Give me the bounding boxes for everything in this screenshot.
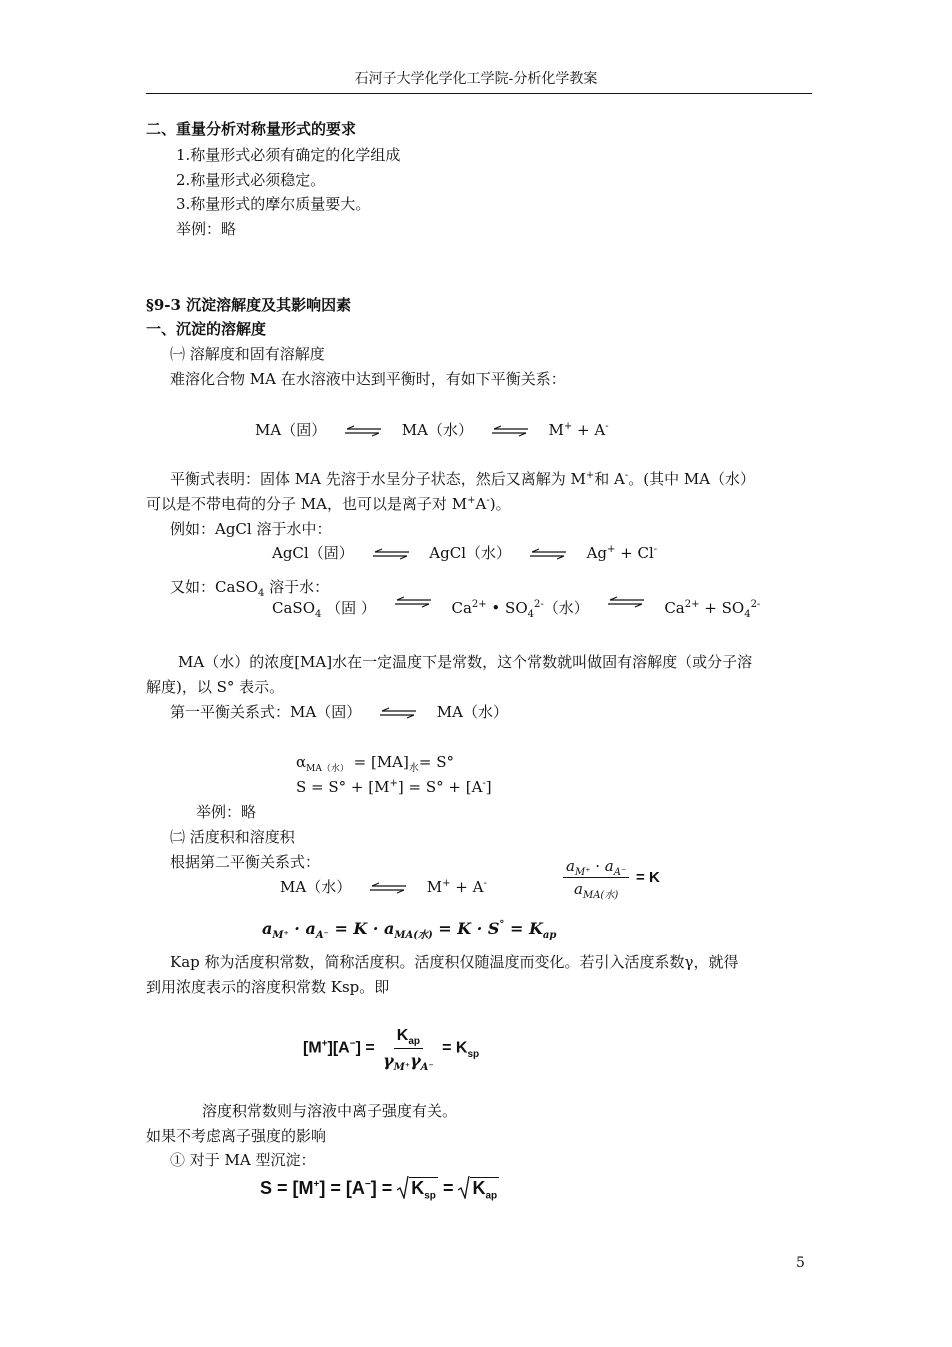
equation-s-sqrt: S = [M+] = [A−] = $K_{sp}$ = $K_{ap}$	[260, 1175, 499, 1201]
requirement-item-1: 1.称量形式必须有确定的化学组成	[176, 146, 401, 164]
equation-alpha-ma: $\alpha_{MA(水)} = [MA]_水= S^\circ$	[296, 753, 454, 774]
equilibrium-arrow-icon	[370, 881, 408, 895]
paragraph-ma-type: ① 对于 MA 型沉淀：	[170, 1151, 316, 1169]
subheading-solubility: 一、沉淀的溶解度	[146, 320, 267, 338]
equilibrium-arrow-icon	[530, 547, 568, 561]
sqrt-icon: $K_{ap}$	[458, 1175, 499, 1201]
equation-k-fraction: $\frac{a_{M^+} \cdot a_{A^-}}{a_{MA(水)}}$ = K	[563, 856, 660, 899]
header-rule	[146, 93, 812, 94]
subheading-intrinsic-solubility: ㈠ 溶解度和固有溶解度	[170, 345, 325, 363]
example-agcl-label: 例如：AgCl 溶于水中：	[170, 520, 332, 538]
requirement-item-3: 3.称量形式的摩尔质量要大。	[176, 195, 371, 213]
equation-agcl: AgCl（固） AgCl（水） Ag+ + Cl-	[272, 544, 658, 562]
paragraph-second-equilibrium: 根据第二平衡关系式：	[170, 853, 321, 871]
paragraph-equilibrium-explanation-1: 平衡式表明：固体 MA 先溶于水呈分子状态，然后又离解为 M+和 A-。(其中 MA（水）	[170, 470, 756, 488]
equilibrium-arrow-icon	[492, 424, 530, 438]
equilibrium-arrow-icon	[345, 424, 383, 438]
example-caso4-label: 又如：CaSO$_4$ 溶于水：	[170, 578, 330, 599]
equilibrium-arrow-icon	[373, 547, 411, 561]
paragraph-intrinsic-solubility-2: 解度)，以 S° 表示。	[146, 678, 285, 696]
paragraph-kap-1: Kap 称为活度积常数，简称活度积。活度积仅随温度而变化。若引入活度系数γ，就得	[170, 953, 739, 971]
equilibrium-arrow-icon	[380, 706, 418, 720]
example-omitted: 举例：略	[176, 220, 237, 238]
equation-second-equilibrium: MA（水） M+ + A-	[280, 878, 487, 896]
paragraph-kap-2: 到用浓度表示的溶度积常数 Ksp。即	[146, 978, 390, 996]
page-number: 5	[796, 1255, 805, 1271]
equilibrium-arrow-icon	[608, 595, 646, 609]
paragraph-equilibrium-intro: 难溶化合物 MA 在水溶液中达到平衡时，有如下平衡关系：	[170, 370, 566, 388]
equation-activity-product: $a_{M^+} \cdot a_{A^-} = K \cdot a_{MA(水)} = K \cdot S^\circ = K_{ap}$	[262, 919, 557, 942]
paragraph-equilibrium-explanation-2: 可以是不带电荷的分子 MA，也可以是离子对 M+A-)。	[146, 495, 511, 513]
equation-ksp: [M+][A−] = $\frac{K_{ap}}{\gamma_{M^+}\gamma_{A^-}}$ = $K_{sp}$	[303, 1027, 480, 1074]
paragraph-intrinsic-solubility-1: MA（水）的浓度[MA]水在一定温度下是常数，这个常数就叫做固有溶解度（或分子溶	[178, 653, 753, 671]
example-omitted-2: 举例：略	[196, 803, 257, 821]
equation-total-solubility: S = S° + [M+] = S° + [A-]	[296, 778, 492, 796]
page-header-title: 石河子大学化学化工学院-分析化学教案	[354, 70, 598, 86]
first-equilibrium-relation: 第一平衡关系式：MA（固） MA（水）	[170, 703, 508, 721]
paragraph-ignore-ionic-strength: 如果不考虑离子强度的影响	[146, 1127, 327, 1145]
sqrt-icon: $K_{sp}$	[397, 1175, 438, 1201]
equation-ma-dissociation: MA（固） MA（水） M+ + A-	[255, 421, 609, 439]
section-heading-9-3: §9-3 沉淀溶解度及其影响因素	[146, 296, 352, 314]
equation-caso4: CaSO$_4$ （固 ） $Ca^{2+}$ • $SO_4^{2-}$（水） $Ca^{2+} + SO_4^{2-}$	[272, 598, 760, 618]
subheading-activity-product: ㈡ 活度积和溶度积	[170, 828, 295, 846]
equilibrium-arrow-icon	[395, 595, 433, 609]
section-heading-requirements: 二、重量分析对称量形式的要求	[146, 120, 357, 138]
paragraph-ionic-strength: 溶度积常数则与溶液中离子强度有关。	[202, 1102, 458, 1120]
requirement-item-2: 2.称量形式必须稳定。	[176, 171, 326, 189]
